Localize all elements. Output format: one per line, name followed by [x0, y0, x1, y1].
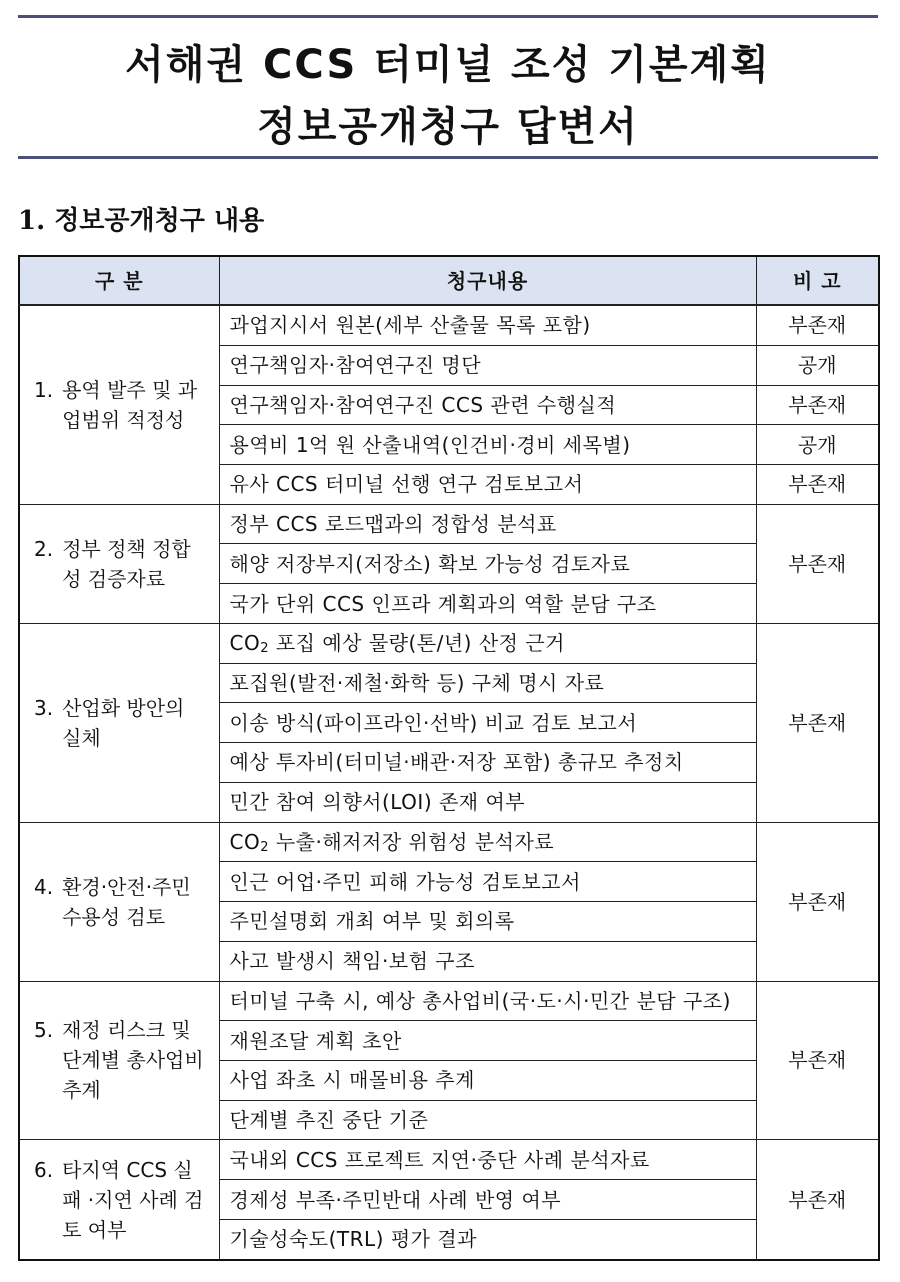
request-item-cell [219, 822, 756, 862]
category-cell [19, 1140, 219, 1260]
request-item-text: 유사 CCS 터미널 선행 연구 검토보고서 [229, 472, 584, 497]
request-item-text: 터미널 구축 시, 예상 총사업비(국·도·시·민간 분담 구조) [229, 988, 731, 1013]
note-cell: 부존재 [756, 623, 879, 822]
request-item-cell [219, 464, 756, 504]
request-item-text: 정부 CCS 로드맵과의 정합성 분석표 [229, 512, 557, 537]
request-item-cell [219, 345, 756, 385]
request-item-cell [219, 544, 756, 584]
category-label: 산업화 방안의 실체 [62, 695, 185, 750]
request-item-cell [219, 425, 756, 465]
request-item-text: 민간 참여 의향서(LOI) 존재 여부 [229, 790, 526, 815]
request-item-text: CO [229, 631, 261, 656]
request-item-text: 연구책임자·참여연구진 CCS 관련 수행실적 [229, 392, 617, 417]
request-item-text: 단계별 추진 중단 기준 [229, 1108, 429, 1133]
request-item-text: 이송 방식(파이프라인·선박) 비교 검토 보고서 [229, 710, 638, 735]
page-title: 서해권 CCS 터미널 조성 기본계획 [125, 42, 771, 88]
category-label: 용역 발주 및 과업범위 적정성 [62, 377, 198, 432]
request-item-text: 경제성 부족·주민반대 사례 반영 여부 [229, 1187, 562, 1212]
request-item-cell [219, 941, 756, 981]
note-cell: 공개 [756, 345, 879, 385]
category-number: 3. [34, 695, 54, 720]
request-item-text: 해양 저장부지(저장소) 확보 가능성 검토자료 [229, 551, 631, 576]
request-item-cell [219, 1140, 756, 1180]
category-label: 환경·안전·주민 수용성 검토 [62, 874, 191, 929]
subscript-text: 2 [260, 641, 269, 657]
request-item-cell [219, 902, 756, 942]
request-item-text: 예상 투자비(터미널·배관·저장 포함) 총규모 추정치 [229, 750, 684, 775]
request-item-text: 사업 좌초 시 매몰비용 추계 [229, 1068, 475, 1093]
request-table [18, 255, 880, 1261]
request-item-cell [219, 1021, 756, 1061]
note-cell: 부존재 [756, 464, 879, 504]
note-cell: 부존재 [756, 305, 879, 345]
request-item-cell [219, 1180, 756, 1220]
request-item-text: 과업지시서 원본(세부 산출물 목록 포함) [229, 313, 591, 338]
column-header-request: 청구내용 [219, 256, 756, 305]
request-item-cell [219, 305, 756, 345]
note-cell: 공개 [756, 425, 879, 465]
table-row [19, 305, 879, 345]
request-item-cell [219, 862, 756, 902]
request-item-text-rest: 누출·해저저장 위험성 분석자료 [269, 829, 555, 854]
request-item-cell [219, 504, 756, 544]
column-header-category: 구 분 [19, 256, 219, 305]
category-label: 타지역 CCS 실패 ·지연 사례 검토 여부 [62, 1157, 204, 1242]
request-item-cell [219, 385, 756, 425]
request-item-cell [219, 663, 756, 703]
request-item-text: 재원조달 계획 초안 [229, 1028, 402, 1053]
page-subtitle: 정보공개청구 답변서 [257, 104, 639, 150]
request-item-text: 국내외 CCS 프로젝트 지연·중단 사례 분석자료 [229, 1147, 650, 1172]
table-row [19, 822, 879, 862]
top-rule [18, 15, 878, 18]
bottom-rule [18, 156, 878, 159]
note-cell: 부존재 [756, 385, 879, 425]
request-item-cell [219, 623, 756, 663]
request-item-cell [219, 703, 756, 743]
category-cell [19, 504, 219, 623]
request-item-cell [219, 981, 756, 1021]
section-heading: 1. 정보공개청구 내용 [18, 206, 265, 236]
note-cell: 부존재 [756, 1140, 879, 1260]
table-body [19, 305, 879, 1260]
note-cell: 부존재 [756, 822, 879, 981]
request-item-text: 포집원(발전·제철·화학 등) 구체 명시 자료 [229, 671, 605, 695]
request-item-cell [219, 743, 756, 783]
category-label: 정부 정책 정합성 검증자료 [62, 536, 191, 591]
request-item-text: 사고 발생시 책임·보험 구조 [229, 949, 475, 974]
request-item-text: 기술성숙도(TRL) 평가 결과 [229, 1227, 477, 1252]
category-cell [19, 623, 219, 822]
column-header-note: 비 고 [756, 256, 879, 305]
note-cell: 부존재 [756, 504, 879, 623]
table-row [19, 1140, 879, 1180]
request-item-text: CO [229, 829, 261, 854]
category-cell [19, 981, 219, 1140]
request-item-text: 연구책임자·참여연구진 명단 [229, 353, 482, 378]
note-cell: 부존재 [756, 981, 879, 1140]
category-number: 1. [34, 377, 54, 402]
request-item-cell [219, 584, 756, 624]
table-row [19, 981, 879, 1021]
category-label: 재정 리스크 및 단계별 총사업비 추계 [62, 1018, 204, 1103]
category-cell [19, 305, 219, 504]
request-item-text-rest: 포집 예상 물량(톤/년) 산정 근거 [269, 631, 565, 656]
request-item-cell [219, 1219, 756, 1260]
request-item-text: 국가 단위 CCS 인프라 계획과의 역할 분담 구조 [229, 591, 657, 616]
request-item-cell [219, 1060, 756, 1100]
request-item-cell [219, 1100, 756, 1140]
subscript-text: 2 [260, 839, 269, 855]
table-header-row [19, 256, 879, 305]
request-item-text: 인근 어업·주민 피해 가능성 검토보고서 [229, 869, 581, 894]
request-item-text: 용역비 1억 원 산출내역(인건비·경비 세목별) [229, 432, 631, 457]
request-item-cell [219, 782, 756, 822]
request-item-text: 주민설명회 개최 여부 및 회의록 [229, 909, 515, 934]
table-row [19, 504, 879, 544]
category-cell [19, 822, 219, 981]
category-number: 5. [34, 1018, 54, 1043]
category-number: 2. [34, 536, 54, 561]
table-row [19, 623, 879, 663]
category-number: 6. [34, 1157, 54, 1182]
category-number: 4. [34, 874, 54, 899]
